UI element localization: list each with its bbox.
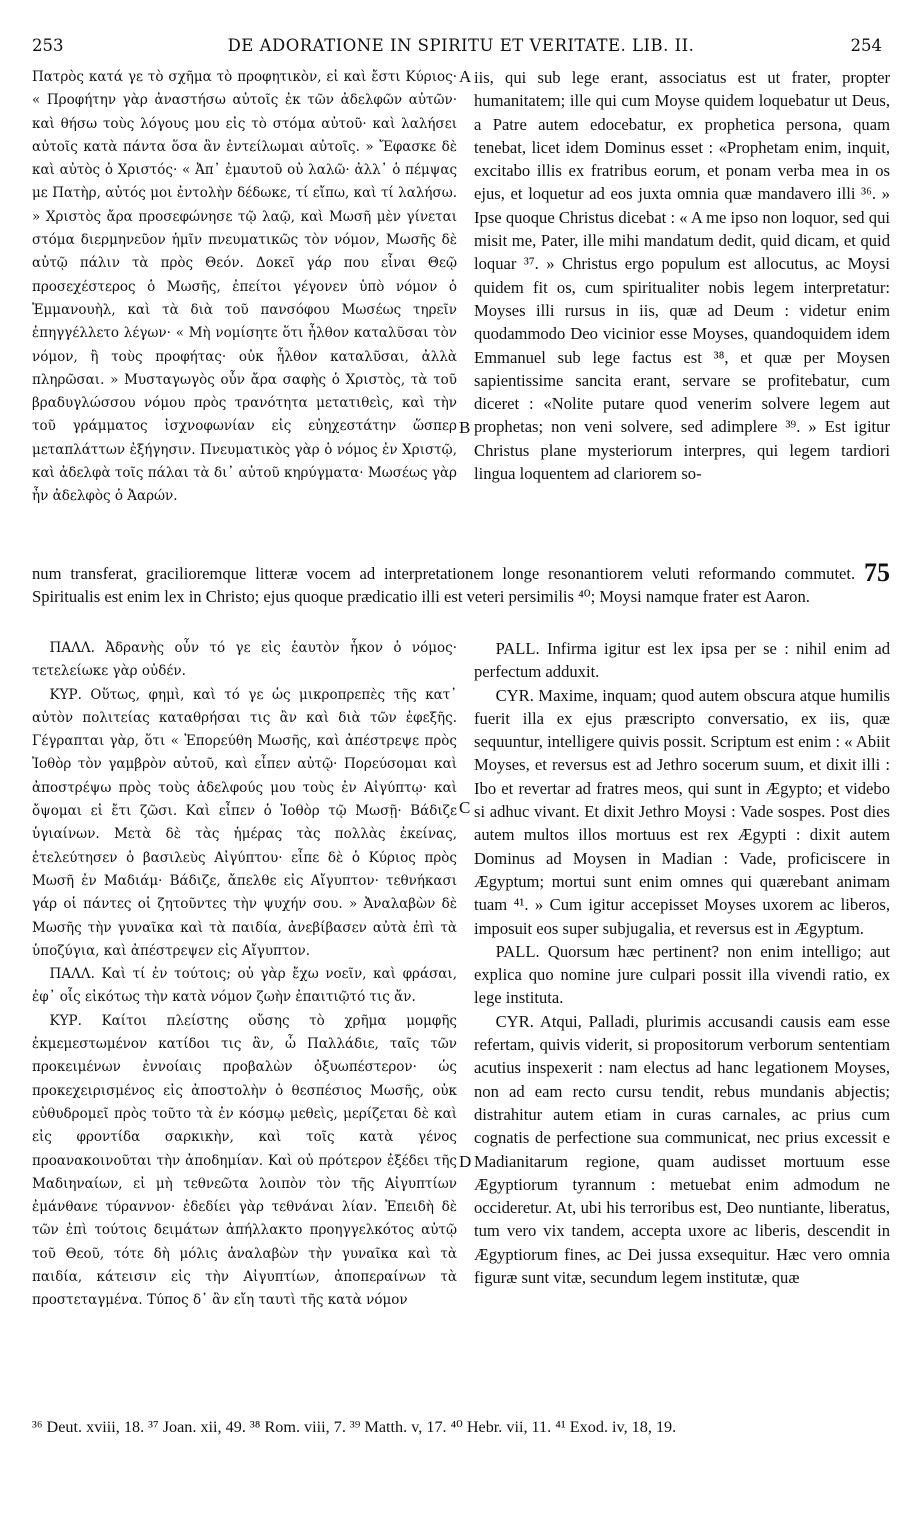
greek-paragraph: Πατρὸς κατά γε τὸ σχῆμα τὸ προφητικὸν, εἰ καὶ ἔστι Κύριος· « Προφήτην γὰρ ἀναστήσω αὐτοῖς ἐκ τῶν ἀδελφῶν αὐτῶν· καὶ θήσω τοὺς λόγους μου εἰς τὸ στόμα αὐτοῦ· καὶ λαλήσει αὐτοῖς κατὰ πάντα ὅσα ἂν ἐντείλωμαι αὐτοῖς. » Ἔφασκε δὲ καὶ αὐτὸς ὁ Χριστός· « Ἀπ᾽ ἐμαυτοῦ οὐ λαλῶ· ἀλλ᾽ ὁ πέμψας με Πατὴρ, αὐτός μοι ἐντολὴν δέδωκε, τί εἴπω, καὶ τί λαλήσω. » Χριστὸς ἄρα προσεφώνησε τῷ λαῷ, καὶ Μωσῆ μὲν γίνεται στόμα διερμηνεῦον ἡμῖν πνευματικῶς τὸν νόμον, Μωσῆς δὲ αὐτῷ πάλιν τὰ πρὸς Θεόν. Δοκεῖ γάρ που εἶναι Θεῷ προσεχέστερος ὁ Μωσῆς, ἐπείτοι γέγονεν ὑπὸ νόμον ὁ Ἐμμανουὴλ, καὶ τὰ διὰ τοῦ πανσόφου Μωσέως τηρεῖν ἐπηγγέλλετο λέγων· « Μὴ νομίσητε ὅτι ἦλθον καταλῦσαι τὸν νόμον, ἢ τοὺς προφήτας· οὐκ ἦλθον καταλῦσαι, ἀλλὰ πληρῶσαι. » Μυσταγωγὸς οὖν ἄρα σαφὴς ὁ Χριστὸς, τὰ τοῦ βραδυγλώσσου νόμου πρὸς τρανότητα μετατιθεὶς, καὶ τὴν τοῦ γράμματος ἰσχνοφωνίαν εἰς εὐηχεστάτην ὥσπερ μεταπλάττων ἐξήγησιν. Πνευματικὸς γὰρ ὁ νόμος ἐν Χριστῷ, καὶ ἀδελφὰ τοῖς πάλαι τὰ δι᾽ αὐτοῦ κηρύγματα· Μωσέως γὰρ ἦν ἀδελφὸς ὁ Ἀαρών. — [32, 69, 457, 505]
margin-letter: C — [459, 798, 471, 817]
column-number: 75 — [864, 558, 890, 587]
latin-paragraph: iis, qui sub lege erant, associatus est ut frater, propter humanitatem; ille qui cum Moyse quidem loquebatur ut Deus, a Patre autem edocebatur, ex prophetica persona, quam tenebat, licet idem Dominus esset : «Prophetam enim, inquit, excitabo illis ex fratribus eorum, et ponam verba mea in os ejus, et loquetur ad eos juxta omnia quæ mandavero illi ³⁶. » Ipse quoque Christus dicebat : « A me ipso non loquor, sed qui misit me, Pater, ille mihi mandatum dedit, quid dicam, et quid loquar ³⁷. » Christus ergo populum est allocutus, ac Moysi quidem fit os, cum spiritualiter nobis legem interpretatur: Moyses illi rursus in iis, quæ ad Deum : videtur enim quodammodo Deo vicinior esse Moyses, quandoquidem idem Emmanuel sub lege factus est ³⁸, et quæ per Moysen sapientissime sancita erant, servare se profitebatur, cum diceret : «Nolite putare quod venerim solvere legem aut prophetas; non veni solvere, sed adimplere ³⁹. » Est igitur Christus plane mysteriorum interpres, qui legem tardiori lingua loquentem ad clariorem so- — [474, 68, 890, 484]
margin-letter: A — [459, 67, 472, 86]
greek-paragraph: ΠΑΛΛ. Καὶ τί ἐν τούτοις; οὐ γὰρ ἔχω νοεῖν, καὶ φράσαι, ἐφ᾽ οἷς εἰκότως τὴν κατὰ νόμον ζωὴν ἐπαιτιῷτό τις ἄν. — [32, 966, 457, 1006]
margin-letter: B — [459, 418, 471, 437]
latin-column-top — [474, 66, 890, 485]
footnotes — [32, 1416, 890, 1439]
running-title: DE ADORATIONE IN SPIRITU ET VERITATE. LIB. II. — [227, 36, 695, 55]
page-number-right: 254 — [850, 36, 882, 55]
bridge-text: Spiritualis est enim lex in Christo; ejus quoque prædicatio illi est veteri persimilis ⁴⁰; Moysi namque frater est Aaron. — [32, 587, 810, 607]
margin-letter: D — [459, 1152, 472, 1171]
footnote-line: ³⁶ Deut. xviii, 18. ³⁷ Joan. xii, 49. ³⁸ Rom. viii, 7. ³⁹ Matth. v, 17. ⁴⁰ Hebr. vii, 11. ⁴¹ Exod. iv, 18, 19. — [32, 1418, 677, 1436]
bridge-text: num transferat, gracilioremque litteræ vocem ad interpretationem longe resonantiorem veluti reformando commutet. — [32, 564, 864, 583]
greek-column-bottom — [32, 637, 457, 1313]
latin-column-bottom — [474, 637, 890, 1289]
greek-paragraph: ΚΥΡ. Οὕτως, φημὶ, καὶ τό γε ὡς μικροπρεπὲς τῆς κατ᾽ αὐτὸν πολιτείας καταθρήσαι τις ἂν καὶ διὰ τῶν ἐφεξῆς. Γέγραπται γὰρ, ὅτι « Ἐπορεύθη Μωσῆς, καὶ ἀπέστρεψε πρὸς Ἰοθὸρ τὸν γαμβρὸν αὐτοῦ, καὶ εἶπεν αὐτῷ· Πορεύσομαι καὶ ἀποστρέψω πρὸς τοὺς ἀδελφούς μου τοὺς ἐν Αἰγύπτῳ· καὶ ὄψομαι εἰ ἔτι ζῶσι. Καὶ εἶπεν ὁ Ἰοθὸρ τῷ Μωσῇ· Βάδιζε ὑγιαίνων. Μετὰ δὲ τὰς ἡμέρας τὰς πολλὰς ἐκείνας, ἐτελεύτησεν ὁ βασιλεὺς Αἰγύπτου· εἶπε δὲ ὁ Κύριος πρὸς Μωσῆ ἐν Μαδιάμ· Βάδιζε, ἄπελθε εἰς Αἴγυπτον· τεθνήκασι γάρ οἱ πάντες οἱ ζητοῦντες τὴν ψυχήν σου. » Ἀναλαβὼν δὲ Μωσῆς τὴν γυναῖκα καὶ τὰ παιδία, ἀνεβίβασεν αὐτὰ ἐπὶ τὰ ὑποζύγια, καὶ ἀπέστρεψεν εἰς Αἴγυπτον. — [32, 686, 457, 959]
greek-paragraph: ΚΥΡ. Καίτοι πλείστης οὔσης τὸ χρῆμα μομφῆς ἐκμεμεστωμένον κατίδοι τις ἂν, ὦ Παλλάδιε, ταῖς τῶν προκειμένων ἐννοίαις προβαλὼν ὀξυωπέστερον· ὡς προκεχειρισμένος εἰς ἀποστολὴν ὁ θεσπέσιος Μωσῆς, οὐκ εὐθυδρομεῖ πρὸς τοῦτο τὰ ἐν κόσμῳ μεθεὶς, μερίζεται δὲ καὶ εἰς φροντίδα σαρκικὴν, καὶ τοῖς κατὰ γένος προανακοινοῦται τὴν ἀποδημίαν. Καὶ οὐ πρότερον ἐξέδει τῆς Μαδιηναίων, εἰ μὴ τεθνεῶτα λοιπὸν τὸν τῆς Αἰγυπτίων ἐμάνθανε τύραννον· ἐδεδίει γὰρ τεθνάναι λίαν. Ἐπειδὴ δὲ τῶν ἐπὶ τούτοις δειμάτων ἀπήλλακτο προηγγελκότος αὐτῷ τοῦ Θεοῦ, τότε δὴ μόλις ἀναλαβὼν τὴν γυναῖκα καὶ τὰ παιδία, κάτεισιν εἰς τὴν Αἰγυπτίων, ἀποπεραίνων τὰ προστεταγμένα. Τύπος δ᾽ ἂν εἴη ταυτὶ τῆς κατὰ νόμον — [32, 1012, 457, 1309]
greek-column-top — [32, 66, 457, 509]
latin-paragraph: PALL. Quorsum hæc pertinent? non enim intelligo; aut explica quo nomine jure culpari possit illa vivendi ratio, ex lege instituta. — [474, 941, 890, 1008]
latin-paragraph: PALL. Infirma igitur est lex ipsa per se : nihil enim ad perfectum adduxit. — [474, 639, 890, 682]
page-number-left: 253 — [32, 36, 64, 55]
latin-paragraph: CYR. Maxime, inquam; quod autem obscura atque humilis fuerit illa ex ejus præscripto conversatio, ex iis, quæ sequuntur, intelligere quivis possit. Scriptum est enim : « Abiit Moyses, et reversus est ad Jethro socerum suum, et dixit illi : Ibo et revertar ad fratres meos, qui sunt in Ægypto; et videbo si adhuc vivant. Et dixit Jethro Moysi : Vade sospes. Post dies autem multos illos mortuus est rex Ægypti : dixit autem Dominus ad Moysen in Madian : Vade, proficiscere in Ægyptum; mortui sunt enim omnes qui quærebant animam tuam ⁴¹. » Cum igitur accepisset Moyses uxorem ac liberos, imposuit eos super subjugalia, et reversus est in Ægyptum. — [474, 685, 890, 938]
bridge-paragraph — [32, 558, 890, 609]
full-width-bridge — [32, 558, 890, 609]
latin-paragraph: CYR. Atqui, Palladi, plurimis accusandi causis eam esse refertam, quivis viderit, si propositorum verborum sententiam acutius inspexerit : nam electus ad hanc legationem Moyses, non ad eam recto cursu tendit, rebus mundanis abjectis; distrahitur autem etiam in curas carnales, ac prius cum cognatis de perfectione sua communicat, nec prius excessit e Madianitarum regione, quam audisset mortuum esse Ægyptiorum tyrannum : metuebat enim admodum ne occideretur. At, ubi his terroribus est, Deo nuntiante, liberatus, tum vero vix tandem, accepta uxore ac liberis, descendit in Ægyptiorum fines, ac Dei jussa exsequitur. Hæc vero omnia figuræ sunt vitæ, secundum legem institutæ, quæ — [474, 1011, 890, 1288]
greek-paragraph: ΠΑΛΛ. Ἀδρανὴς οὖν τό γε εἰς ἑαυτὸν ἧκον ὁ νόμος· τετελείωκε γὰρ οὐδέν. — [32, 640, 457, 680]
